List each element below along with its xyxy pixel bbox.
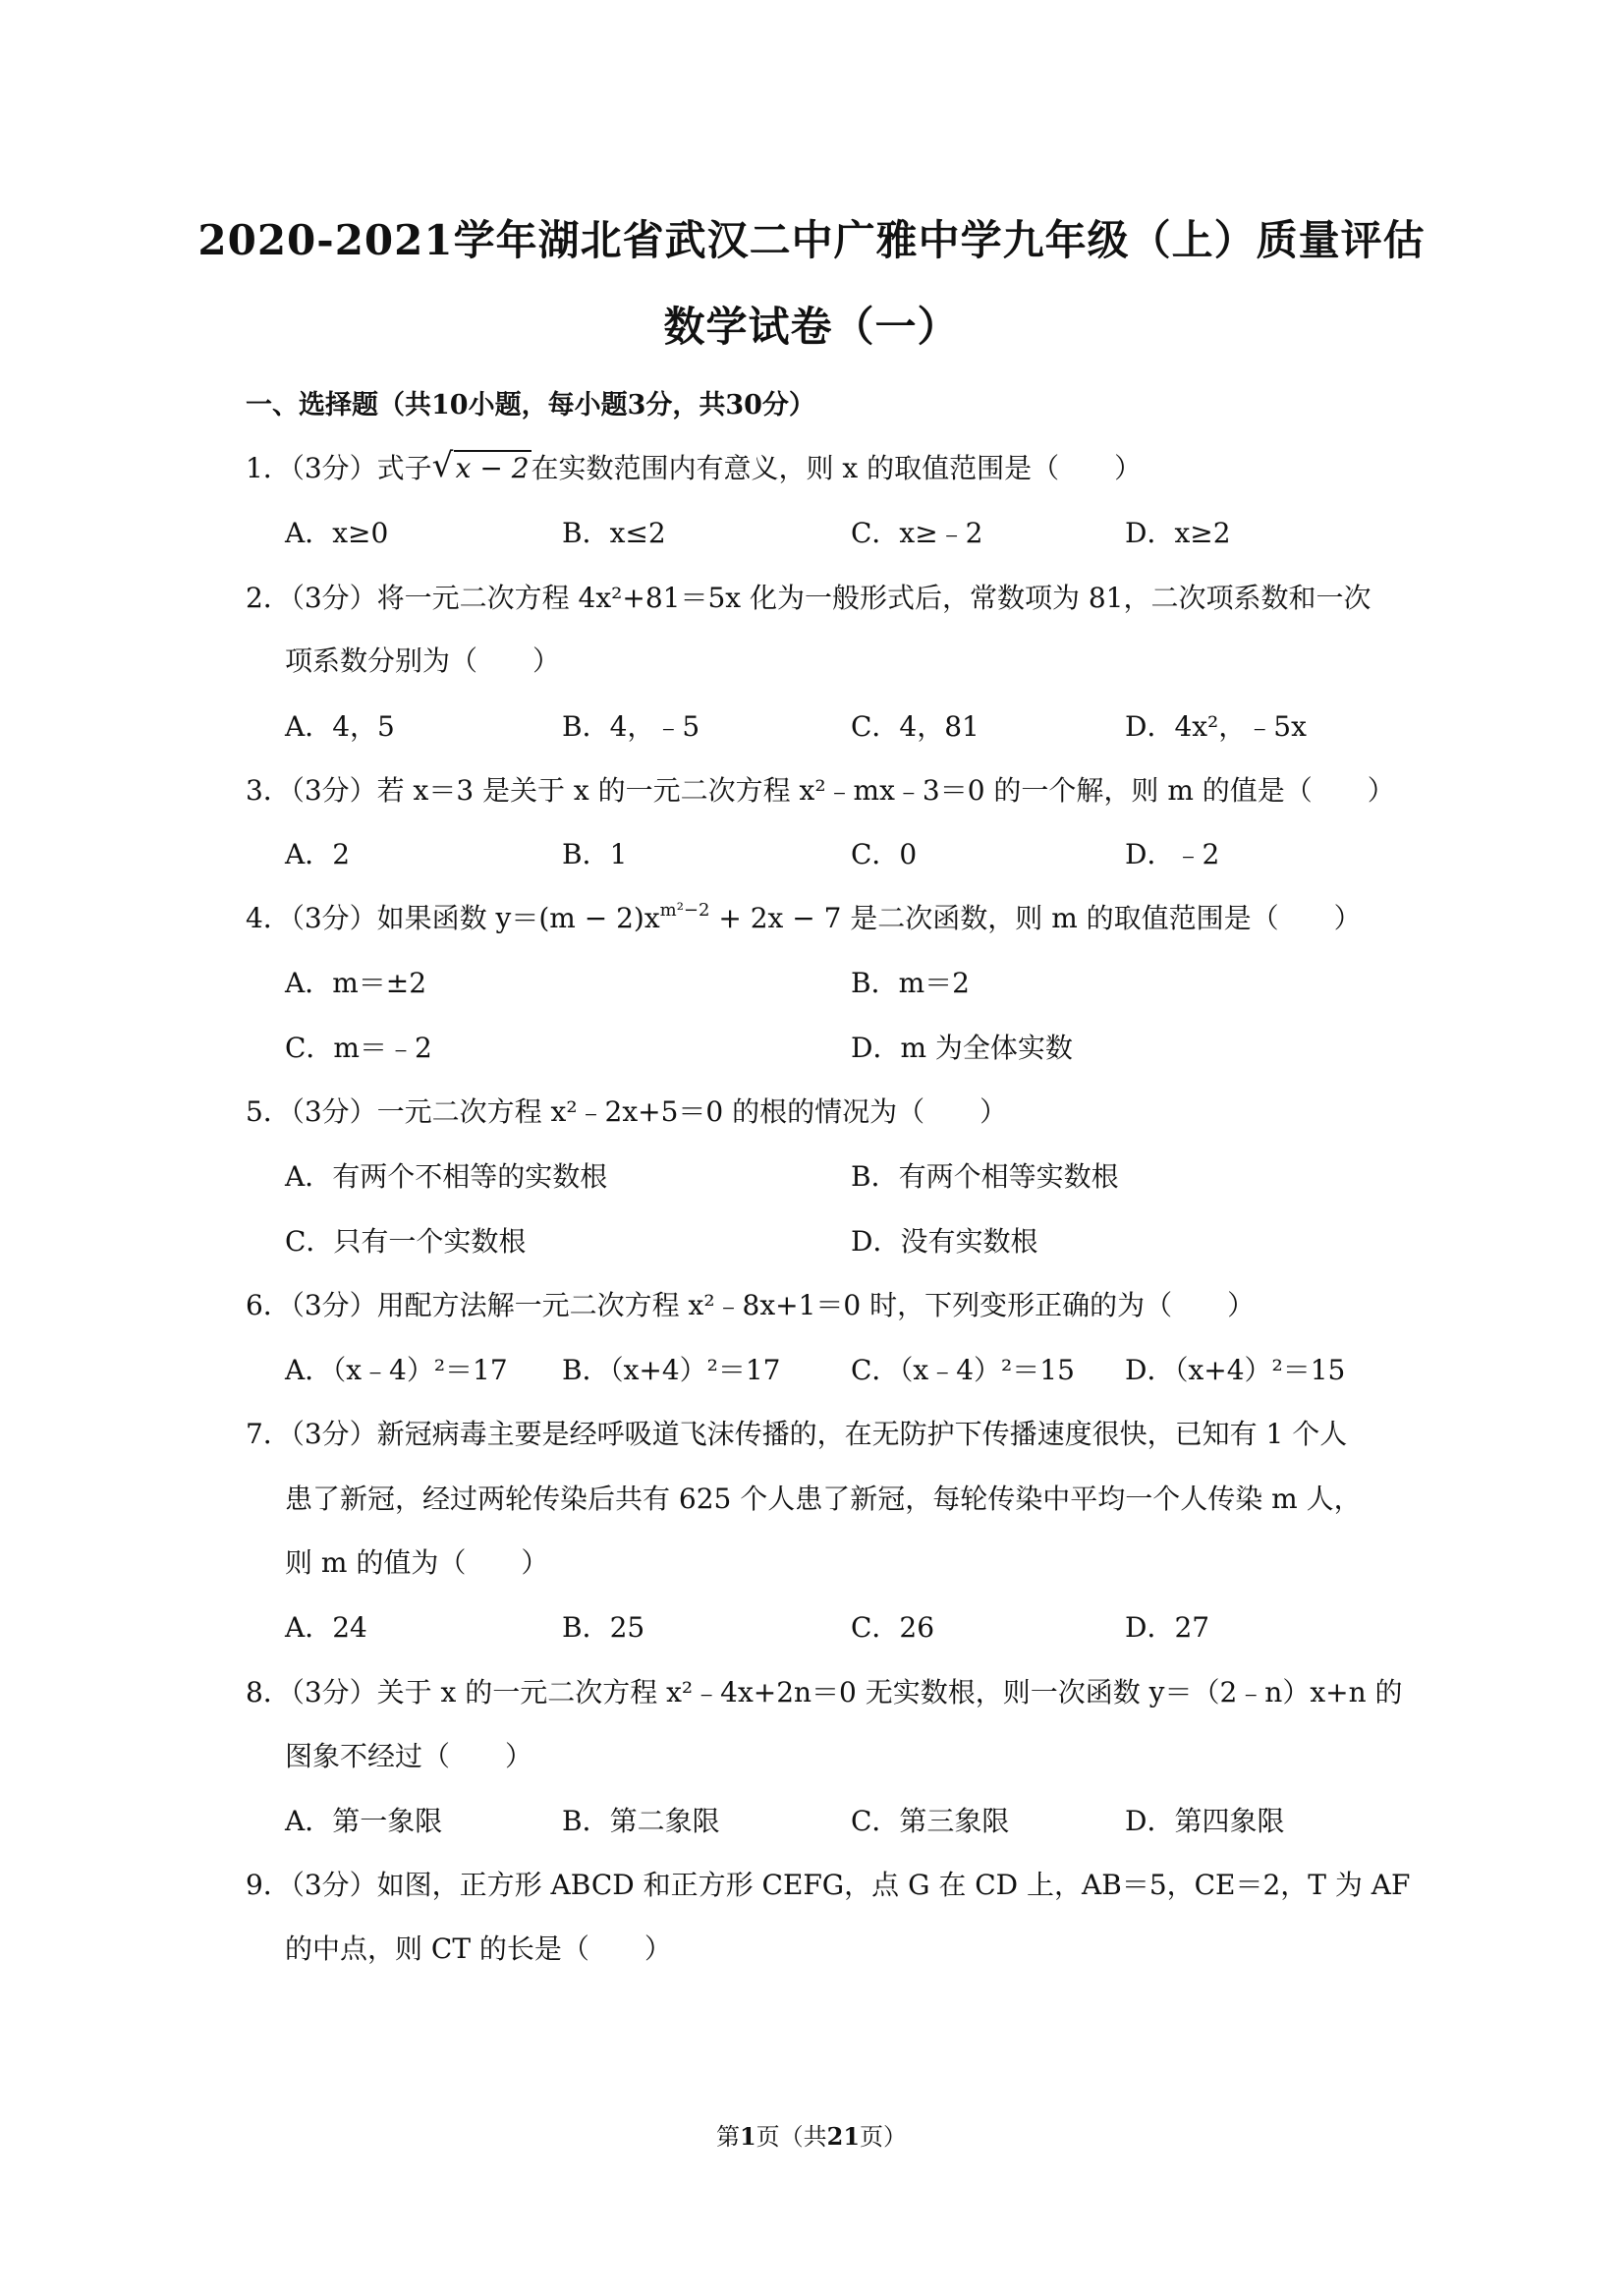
- q6-option-c: C．（x﹣4）²＝15: [851, 1354, 1075, 1386]
- page-footer: [0, 2117, 1623, 2152]
- q2-option-b: B．4，﹣5: [562, 710, 700, 743]
- q3-option-d: D．﹣2: [1125, 838, 1220, 870]
- footer-prefix: 第: [715, 2123, 740, 2151]
- question-4-prefix: 4．（3分）如果函数 y＝(m − 2)x: [246, 902, 660, 934]
- q6-option-d: D．（x+4）²＝15: [1125, 1354, 1346, 1386]
- radicand: x − 2: [455, 452, 530, 484]
- q2-option-a: A．4，5: [285, 710, 395, 743]
- question-5: 5．（3分）一元二次方程 x²﹣2x+5＝0 的根的情况为（ ）: [246, 1095, 1008, 1128]
- page-number: 1: [739, 2122, 756, 2151]
- q5-option-d: D．没有实数根: [851, 1225, 1038, 1258]
- question-1: [246, 447, 1142, 486]
- q7-option-d: D．27: [1125, 1611, 1210, 1644]
- q1-option-b: B．x≤2: [562, 517, 666, 549]
- q8-option-c: C．第三象限: [851, 1805, 1010, 1837]
- q1-option-a: A．x≥0: [285, 517, 389, 549]
- q4-option-b: B．m＝2: [851, 967, 970, 999]
- q6-option-a: A．（x﹣4）²＝17: [285, 1354, 508, 1386]
- question-8-line-2: 图象不经过（ ）: [285, 1740, 533, 1772]
- q1-option-d: D．x≥2: [1125, 517, 1231, 549]
- q3-option-a: A．2: [285, 838, 351, 870]
- question-9-line-2: 的中点，则 CT 的长是（ ）: [285, 1932, 672, 1965]
- question-6: 6．（3分）用配方法解一元二次方程 x²﹣8x+1＝0 时，下列变形正确的为（ ）: [246, 1289, 1256, 1321]
- question-9-line-1: 9．（3分）如图，正方形 ABCD 和正方形 CEFG，点 G 在 CD 上，AB＝5，CE＝2，T 为 AF: [246, 1869, 1411, 1901]
- footer-middle: 页（共: [756, 2123, 827, 2151]
- q7-option-a: A．24: [285, 1611, 367, 1644]
- question-1-suffix: 在实数范围内有意义，则 x 的取值范围是（ ）: [531, 452, 1143, 484]
- radical-sign-icon: √: [431, 446, 454, 485]
- question-2-line-1: 2．（3分）将一元二次方程 4x²+81＝5x 化为一般形式后，常数项为 81，二次项系数和一次: [246, 582, 1371, 614]
- q4-option-d: D．m 为全体实数: [851, 1032, 1073, 1064]
- title-line-1: 2020-2021学年湖北省武汉二中广雅中学九年级（上）质量评估: [197, 216, 1426, 264]
- q8-option-b: B．第二象限: [562, 1805, 720, 1837]
- question-1-prefix: 1．（3分）式子: [246, 452, 432, 484]
- question-3: 3．（3分）若 x＝3 是关于 x 的一元二次方程 x²﹣mx﹣3＝0 的一个解，则 m 的值是（ ）: [246, 774, 1395, 807]
- q2-option-c: C．4，81: [851, 710, 979, 743]
- q5-option-b: B．有两个相等实数根: [851, 1160, 1119, 1193]
- q1-option-c: C．x≥﹣2: [851, 517, 983, 549]
- question-8-line-1: 8．（3分）关于 x 的一元二次方程 x²﹣4x+2n＝0 无实数根，则一次函数 y＝（2﹣n）x+n 的: [246, 1676, 1403, 1708]
- section-heading: 一、选择题（共10小题，每小题3分，共30分）: [246, 390, 815, 420]
- exponent: m²−2: [659, 900, 710, 921]
- question-7-line-2: 患了新冠，经过两轮传染后共有 625 个人患了新冠，每轮传染中平均一个人传染 m 人，: [285, 1483, 1362, 1515]
- footer-suffix: 页）: [860, 2123, 908, 2151]
- page-total: 21: [826, 2122, 861, 2151]
- question-2-line-2: 项系数分别为（ ）: [285, 644, 561, 677]
- question-4: [246, 897, 1362, 936]
- q3-option-c: C．0: [851, 838, 918, 870]
- q2-option-d: D．4x²，﹣5x: [1125, 710, 1307, 743]
- q8-option-d: D．第四象限: [1125, 1805, 1285, 1837]
- question-4-suffix: + 2x − 7 是二次函数，则 m 的取值范围是（ ）: [709, 902, 1362, 934]
- q4-option-a: A．m＝±2: [285, 967, 427, 999]
- q6-option-b: B．（x+4）²＝17: [562, 1354, 781, 1386]
- q7-option-b: B．25: [562, 1611, 645, 1644]
- title-line-2: 数学试卷（一）: [663, 303, 960, 351]
- q3-option-b: B．1: [562, 838, 628, 870]
- q5-option-a: A．有两个不相等的实数根: [285, 1160, 608, 1193]
- q5-option-c: C．只有一个实数根: [285, 1225, 527, 1258]
- q7-option-c: C．26: [851, 1611, 935, 1644]
- q8-option-a: A．第一象限: [285, 1805, 443, 1837]
- q4-option-c: C．m＝﹣2: [285, 1032, 432, 1064]
- sqrt-expression: [431, 446, 532, 485]
- question-7-line-1: 7．（3分）新冠病毒主要是经呼吸道飞沫传播的，在无防护下传播速度很快，已知有 1 个人: [246, 1418, 1348, 1450]
- question-7-line-3: 则 m 的值为（ ）: [285, 1546, 549, 1579]
